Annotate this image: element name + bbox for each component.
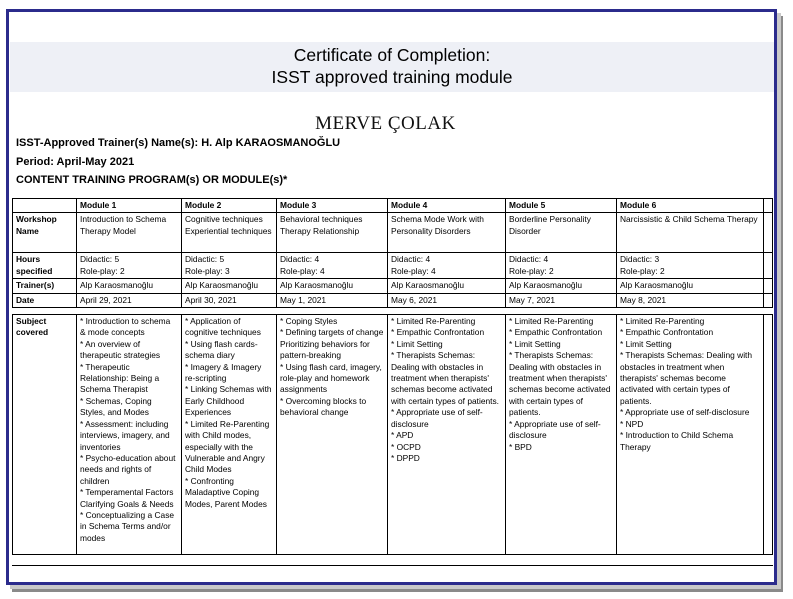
subject-item: * Therapists Schemas: Dealing with obstacles in treatment when therapists' schemas become activated with certain types of patients. (509, 350, 611, 418)
subject-item: * Defining targets of change (280, 327, 384, 338)
subject-item: * Coping Styles (280, 316, 338, 327)
subject-item: * Confronting Maladaptive Coping Modes, Parent Modes (185, 475, 267, 509)
spacer-row (13, 308, 773, 315)
workshop-cell: Behavioral techniques Therapy Relationship (277, 213, 388, 253)
subject-item: * Assessment: including interviews, imagery, and inventories (80, 418, 170, 452)
modules-table (12, 198, 773, 555)
trainer-cell: Alp Karaosmanoğlu (182, 279, 277, 293)
hours-roleplay: Role-play: 2 (80, 265, 125, 276)
workshop-cell: Introduction to Schema Therapy Model (77, 213, 182, 253)
subject-item: * Schemas, Coping Styles, and Modes (80, 395, 152, 418)
date-cell: May 7, 2021 (506, 293, 617, 307)
subject-cell (77, 315, 182, 555)
subject-item: * Using flash card, imagery, role-play and homework assignments (280, 361, 382, 395)
workshop-cell: Schema Mode Work with Personality Disorders (388, 213, 506, 253)
subject-item: * Overcoming blocks to behavioral change (280, 395, 367, 418)
row-label-date: Date (13, 293, 77, 307)
subject-item: * NPD (620, 418, 644, 429)
module-header: Module 1 (77, 199, 182, 213)
subject-item: * APD (391, 430, 414, 441)
hours-cell (277, 253, 388, 279)
subject-item: * An overview of therapeutic strategies (80, 338, 161, 361)
workshop-cell: Borderline Personality Disorder (506, 213, 617, 253)
edge-cell (764, 199, 773, 213)
subject-item: * Imagery & Imagery re-scripting (185, 361, 262, 384)
hours-cell (388, 253, 506, 279)
title-line-2: ISST approved training module (271, 67, 513, 87)
subject-cell (277, 315, 388, 555)
workshop-row (13, 213, 773, 253)
subject-item: * Temperamental Factors Clarifying Goals & Needs (80, 487, 174, 509)
subject-item: * Limited Re-Parenting with Child modes, especially with the Vulnerable and Angry Child Modes (185, 418, 270, 475)
subject-item: * Empathic Confrontation (391, 327, 485, 338)
module-header: Module 5 (506, 199, 617, 213)
subject-item: * Limit Setting (391, 338, 443, 349)
subject-row (13, 315, 773, 555)
hours-didactic: Didactic: 5 (185, 254, 225, 265)
hours-cell (182, 253, 277, 279)
edge-cell (764, 253, 773, 279)
hours-roleplay: Role-play: 2 (509, 265, 554, 276)
module-header: Module 4 (388, 199, 506, 213)
subject-item: * Limited Re-Parenting (391, 316, 476, 327)
edge-cell (764, 279, 773, 293)
trainer-cell: Alp Karaosmanoğlu (77, 279, 182, 293)
edge-cell (764, 315, 773, 555)
date-cell: April 30, 2021 (182, 293, 277, 307)
subject-item: * Using flash cards-schema diary (185, 338, 258, 361)
subject-item: * Linking Schemas with Early Childhood Experiences (185, 384, 272, 418)
trainer-line: ISST-Approved Trainer(s) Name(s): H. Alp KARAOSMANOĞLU (16, 137, 341, 149)
subject-item: * Limited Re-Parenting (620, 316, 705, 327)
hours-roleplay: Role-play: 3 (185, 265, 230, 276)
subject-item: * Psycho-education about needs and rights of children (80, 452, 176, 486)
subject-item: * Application of cognitive techniques (185, 316, 261, 338)
hours-roleplay: Role-play: 4 (391, 265, 436, 276)
row-label-hours: Hours specified (13, 253, 77, 279)
hours-cell (617, 253, 764, 279)
subject-item: * Limit Setting (509, 338, 561, 349)
hours-roleplay: Role-play: 4 (280, 265, 325, 276)
subject-item: * Introduction to Child Schema Therapy (620, 430, 734, 452)
subject-item: * OCPD (391, 441, 421, 452)
row-label-workshop: Workshop Name (13, 213, 77, 253)
subject-item: * Limit Setting (620, 338, 672, 349)
trainer-row (13, 279, 773, 293)
hours-didactic: Didactic: 3 (620, 254, 660, 265)
date-row (13, 293, 773, 307)
edge-cell (764, 213, 773, 253)
subject-item: Prioritizing behaviors for pattern-breaking (280, 338, 370, 361)
subject-item: * Therapists Schemas: Dealing with obstacles in treatment when therapists' schemas become activated with certain types of patients. (620, 350, 753, 406)
workshop-cell: Cognitive techniques Experiential techniques (182, 213, 277, 253)
subject-item: * Empathic Confrontation (620, 327, 714, 338)
module-header: Module 3 (277, 199, 388, 213)
recipient-name: MERVE ÇOLAK (315, 113, 456, 134)
date-cell: May 6, 2021 (388, 293, 506, 307)
subject-item: * Limited Re-Parenting (509, 316, 594, 327)
edge-cell (764, 293, 773, 307)
period-line: Period: April-May 2021 (16, 156, 135, 168)
subject-item: * Therapeutic Relationship: Being a Schema Therapist (80, 361, 160, 395)
hours-roleplay: Role-play: 2 (620, 265, 665, 276)
trainer-cell: Alp Karaosmanoğlu (388, 279, 506, 293)
subject-item: * Appropriate use of self-disclosure (620, 407, 750, 418)
hours-didactic: Didactic: 4 (391, 254, 431, 265)
trainer-cell: Alp Karaosmanoğlu (277, 279, 388, 293)
hours-didactic: Didactic: 5 (80, 254, 120, 265)
subject-item: * Introduction to schema & mode concepts (80, 316, 171, 338)
title-line-1: Certificate of Completion: (293, 45, 491, 65)
certificate-title (10, 44, 774, 88)
header-row (13, 199, 773, 213)
corner-cell (13, 199, 77, 213)
row-label-trainer: Trainer(s) (13, 279, 77, 293)
subject-cell (506, 315, 617, 555)
subject-cell (182, 315, 277, 555)
date-cell: April 29, 2021 (77, 293, 182, 307)
subject-cell (388, 315, 506, 555)
program-line: CONTENT TRAINING PROGRAM(s) OR MODULE(s)* (16, 174, 288, 186)
date-cell: May 8, 2021 (617, 293, 764, 307)
subject-item: * Empathic Confrontation (509, 327, 603, 338)
module-header: Module 6 (617, 199, 764, 213)
row-label-subject: Subject covered (13, 315, 77, 555)
subject-item: * DPPD (391, 452, 420, 463)
hours-cell (77, 253, 182, 279)
subject-item: * Conceptualizing a Case in Schema Terms and/or modes (80, 509, 175, 543)
hours-didactic: Didactic: 4 (509, 254, 549, 265)
hours-row (13, 253, 773, 279)
trainer-cell: Alp Karaosmanoğlu (617, 279, 764, 293)
workshop-cell: Narcissistic & Child Schema Therapy (617, 213, 764, 253)
subject-cell (617, 315, 764, 555)
subject-item: * BPD (509, 441, 532, 452)
module-header: Module 2 (182, 199, 277, 213)
subject-item: * Appropriate use of self-disclosure (391, 407, 483, 429)
trainer-cell: Alp Karaosmanoğlu (506, 279, 617, 293)
subject-item: * Appropriate use of self-disclosure (509, 418, 601, 441)
hours-cell (506, 253, 617, 279)
hours-didactic: Didactic: 4 (280, 254, 320, 265)
table-bottom-rule (12, 565, 773, 566)
subject-item: * Therapists Schemas: Dealing with obstacles in treatment when therapists' schemas become activated with certain types of patients. (391, 350, 499, 406)
date-cell: May 1, 2021 (277, 293, 388, 307)
